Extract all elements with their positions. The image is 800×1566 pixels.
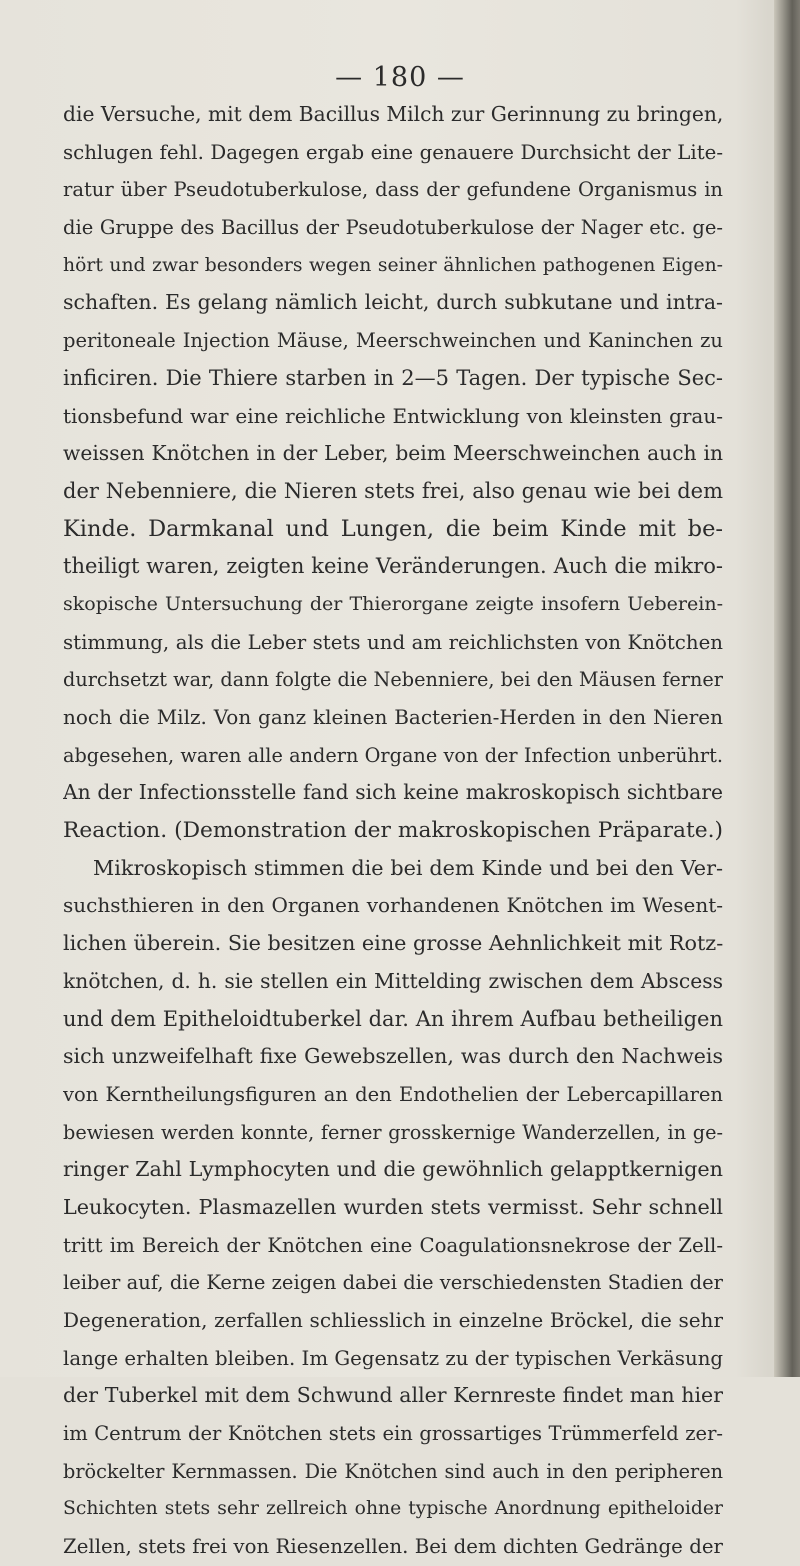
text-line: abgesehen, waren alle andern Organe von der Infection unberührt.	[63, 743, 723, 767]
text-line: Kinde. Darmkanal und Lungen, die beim Kinde mit be-	[63, 515, 723, 542]
text-line: schlugen fehl. Dagegen ergab eine genauere Durchsicht der Lite-	[63, 140, 723, 164]
text-line: tionsbefund war eine reichliche Entwicklung von kleinsten grau-	[63, 403, 723, 428]
text-line: Reaction. (Demonstration der makroskopischen Präparate.)	[63, 818, 723, 844]
text-line: der Tuberkel mit dem Schwund aller Kernreste findet man hier	[63, 1383, 723, 1408]
text-line: schaften. Es gelang nämlich leicht, durch subkutane und intra-	[63, 290, 723, 315]
text-line: lichen überein. Sie besitzen eine grosse Aehnlichkeit mit Rotz-	[63, 931, 723, 956]
text-line: ratur über Pseudotuberkulose, dass der gefundene Organismus in	[63, 178, 723, 202]
text-line: bröckelter Kernmassen. Die Knötchen sind auch in den peripheren	[63, 1459, 723, 1483]
text-line: noch die Milz. Von ganz kleinen Bacterien-Herden in den Nieren	[63, 705, 723, 729]
text-line: leiber auf, die Kerne zeigen dabei die verschiedensten Stadien der	[63, 1271, 723, 1295]
text-line: Schichten stets sehr zellreich ohne typische Anordnung epitheloider	[63, 1498, 723, 1520]
text-line: weissen Knötchen in der Leber, beim Meerschweinchen auch in	[63, 441, 723, 466]
text-line: von Kerntheilungsfiguren an den Endothelien der Lebercapillaren	[63, 1082, 723, 1106]
text-line: die Gruppe des Bacillus der Pseudotuberkulose der Nager etc. ge-	[63, 216, 723, 240]
text-line: im Centrum der Knötchen stets ein grossartiges Trümmerfeld zer-	[63, 1422, 723, 1446]
text-line: Zellen, stets frei von Riesenzellen. Bei dem dichten Gedränge der	[63, 1535, 723, 1559]
text-line: stimmung, als die Leber stets und am reichlichsten von Knötchen	[63, 630, 723, 654]
text-line: ringer Zahl Lymphocyten und die gewöhnlich gelapptkernigen	[63, 1157, 723, 1182]
text-line: und dem Epitheloidtuberkel dar. An ihrem Aufbau betheiligen	[63, 1006, 723, 1031]
text-line: knötchen, d. h. sie stellen ein Mittelding zwischen dem Abscess	[63, 968, 723, 993]
text-line: peritoneale Injection Mäuse, Meerschweinchen und Kaninchen zu	[63, 329, 723, 353]
text-line: Degeneration, zerfallen schliesslich in einzelne Bröckel, die sehr	[63, 1308, 723, 1332]
text-line: bewiesen werden konnte, ferner grosskernige Wanderzellen, in ge-	[63, 1120, 723, 1144]
text-line: durchsetzt war, dann folgte die Nebenniere, bei den Mäusen ferner	[63, 668, 723, 692]
text-line: Leukocyten. Plasmazellen wurden stets vermisst. Sehr schnell	[63, 1194, 723, 1219]
text-line: sich unzweifelhaft fixe Gewebszellen, was durch den Nachweis	[63, 1044, 723, 1069]
page-edge-shadow	[774, 0, 800, 1377]
body-text	[63, 96, 723, 1566]
text-line: die Versuche, mit dem Bacillus Milch zur Gerinnung zu bringen,	[63, 102, 723, 126]
text-line: der Nebenniere, die Nieren stets frei, also genau wie bei dem	[63, 478, 723, 503]
text-line: hört und zwar besonders wegen seiner ähnlichen pathogenen Eigen-	[63, 254, 723, 276]
text-line: lange erhalten bleiben. Im Gegensatz zu der typischen Verkäsung	[63, 1346, 723, 1370]
text-line: tritt im Bereich der Knötchen eine Coagulationsnekrose der Zell-	[63, 1233, 723, 1257]
text-line: An der Infectionsstelle fand sich keine makroskopisch sichtbare	[63, 780, 723, 805]
text-line: Mikroskopisch stimmen die bei dem Kinde und bei den Ver-	[93, 855, 723, 880]
text-line: theiligt waren, zeigten keine Veränderungen. Auch die mikro-	[63, 554, 723, 579]
page-number: — 180 —	[335, 62, 465, 93]
text-line: skopische Untersuchung der Thierorgane zeigte insofern Ueberein-	[63, 592, 723, 615]
text-line: suchsthieren in den Organen vorhandenen Knötchen im Wesent-	[63, 893, 723, 918]
text-line: inficiren. Die Thiere starben in 2—5 Tagen. Der typische Sec-	[63, 365, 723, 390]
